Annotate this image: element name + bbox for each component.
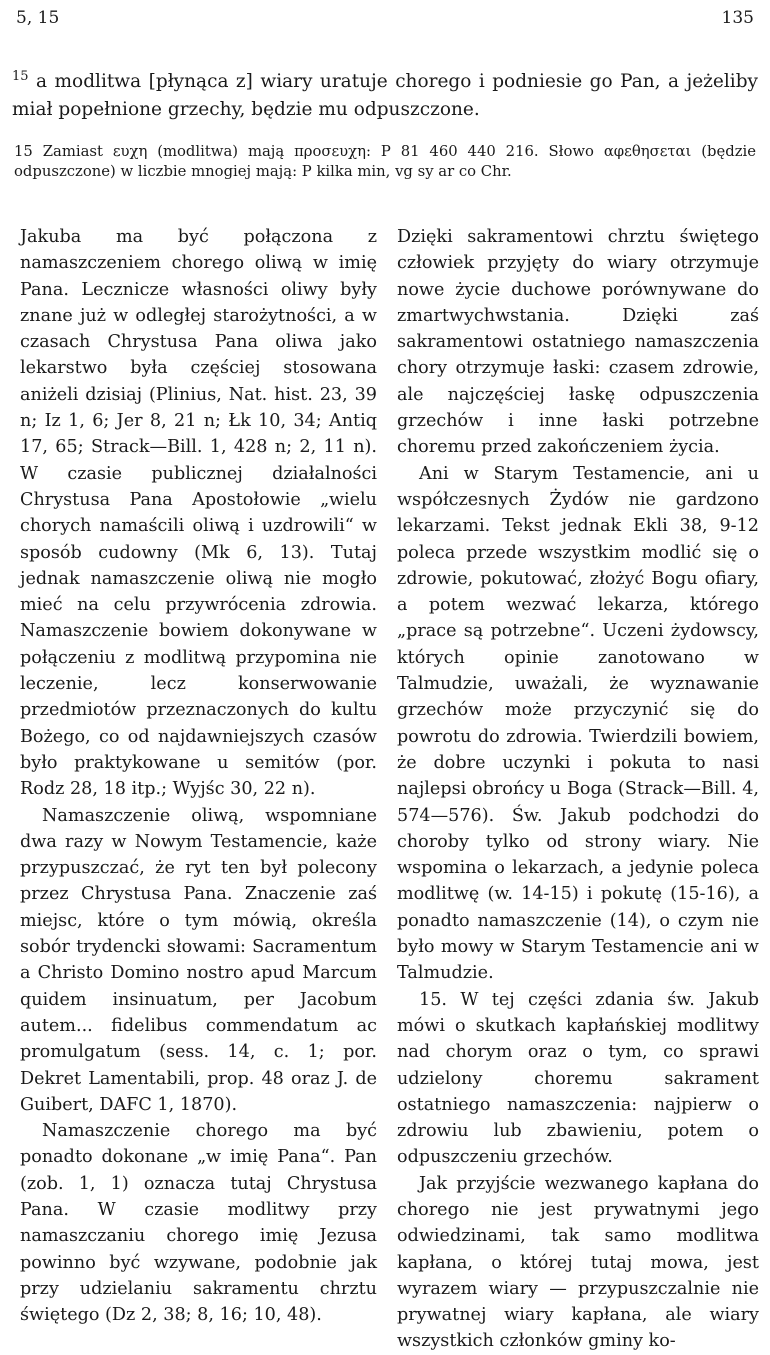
chapter-verse-reference: 5, 15 (16, 8, 60, 28)
bible-verse (12, 68, 758, 124)
page-header (16, 8, 754, 36)
paragraph: Namaszczenie chorego ma być ponadto dokonane „w imię Pana“. Pan (zob. 1, 1) oznacza tutaj Chrystusa Pana. W czasie modlitwy przy namaszczaniu chorego imię Jezusa powinno być wzywane, podobnie jak przy udzielaniu sakramentu chrztu świętego (Dz 2, 38; 8, 16; 10, 48). (20, 1121, 377, 1326)
commentary-right-column (397, 224, 759, 1352)
verse-text: a modlitwa [płynąca z] wiary uratuje chorego i podniesie go Pan, a jeżeliby miał popełnione grzechy, będzie mu odpuszczone. (12, 71, 758, 120)
paragraph: Jakuba ma być połączona z namaszczeniem chorego oliwą w imię Pana. Lecznicze własności oliwy były znane już w odległej starożytności, a w czasach Chrystusa Pana oliwa jako lekarstwo była częściej stosowana aniżeli dzisiaj (Plinius, Nat. hist. 23, 39 n; Iz 1, 6; Jer 8, 21 n; Łk 10, 34; Antiq 17, 65; Strack—Bill. 1, 428 n; 2, 11 n). W czasie publicznej działalności Chrystusa Pana Apostołowie „wielu chorych namaścili oliwą i uzdrowili“ w sposób cudowny (Mk 6, 13). Tutaj jednak namaszczenie oliwą nie mogło mieć na celu przywrócenia zdrowia. Namaszczenie bowiem dokonywane w połączeniu z modlitwą przypomina nie leczenie, lecz konserwowanie przedmiotów przeznaczonych do kultu Bożego, co od najdawniejszych czasów było praktykowane u semitów (por. Rodz 28, 18 itp.; Wyjśc 30, 22 n). (20, 227, 377, 800)
paragraph: Jak przyjście wezwanego kapłana do chorego nie jest prywatnymi jego odwiedzinami, tak samo modlitwa kapłana, o której tutaj mowa, jest wyrazem wiary — przypuszczalnie nie prywatnej wiary kapłana, ale wiary wszystkich członków gminy ko- (397, 1173, 759, 1352)
paragraph: Dzięki sakramentowi chrztu świętego człowiek przyjęty do wiary otrzymuje nowe życie duchowe porównywane do zmartwychwstania. Dzięki zaś sakramentowi ostatniego namaszczenia chory otrzymuje łaski: czasem zdrowie, ale najczęściej łaskę odpuszczenia grzechów i inne łaski potrzebne choremu przed zakończeniem życia. (397, 227, 759, 458)
paragraph: 15. W tej części zdania św. Jakub mówi o skutkach kapłańskiej modlitwy nad chorym oraz o tym, co sprawi udzielony choremu sakrament ostatniego namaszczenia: najpierw o zdrowiu lub zbawieniu, potem o odpuszczeniu grzechów. (397, 989, 759, 1168)
commentary-left-column (20, 224, 377, 1326)
paragraph: Namaszczenie oliwą, wspomniane dwa razy w Nowym Testamencie, każe przypuszczać, że ryt ten był polecony przez Chrystusa Pana. Znaczenie zaś miejsc, które o tym mówią, określa sobór trydencki słowami: Sacramentum a Christo Domino nostro apud Marcum quidem insinuatum, per Jacobum autem... fidelibus commendatum ac promulgatum (sess. 14, c. 1; por. Dekret Lamentabili, prop. 48 oraz J. de Guibert, DAFC 1, 1870). (20, 805, 377, 1115)
paragraph: Ani w Starym Testamencie, ani u współczesnych Żydów nie gardzono lekarzami. Tekst jednak Ekli 38, 9-12 poleca przede wszystkim modlić się o zdrowie, pokutować, złożyć Bogu ofiary, a potem wezwać lekarza, którego „prace są potrzebne“. Uczeni żydowscy, których opinie zanotowano w Talmudzie, uważali, że wyznawanie grzechów może przyczynić się do powrotu do zdrowia. Twierdzili bowiem, że dobre uczynki i pokuta to nasi najlepsi obrońcy u Boga (Strack—Bill. 4, 574—576). Św. Jakub podchodzi do choroby tylko od strony wiary. Nie wspomina o lekarzach, a jedynie poleca modlitwę (w. 14-15) i pokutę (15-16), a ponadto namaszczenie (14), o czym nie było mowy w Starym Testamencie ani w Talmudzie. (397, 463, 759, 984)
critical-apparatus: 15 Zamiast ευχη (modlitwa) mają προσευχη: P 81 460 440 216. Słowo αφεθησεται (będzie odpuszczone) w liczbie mnogiej mają: P kilka min, vg sy ar co Chr. (14, 143, 756, 180)
verse-number: 15 (12, 68, 29, 84)
page-number: 135 (721, 8, 754, 28)
